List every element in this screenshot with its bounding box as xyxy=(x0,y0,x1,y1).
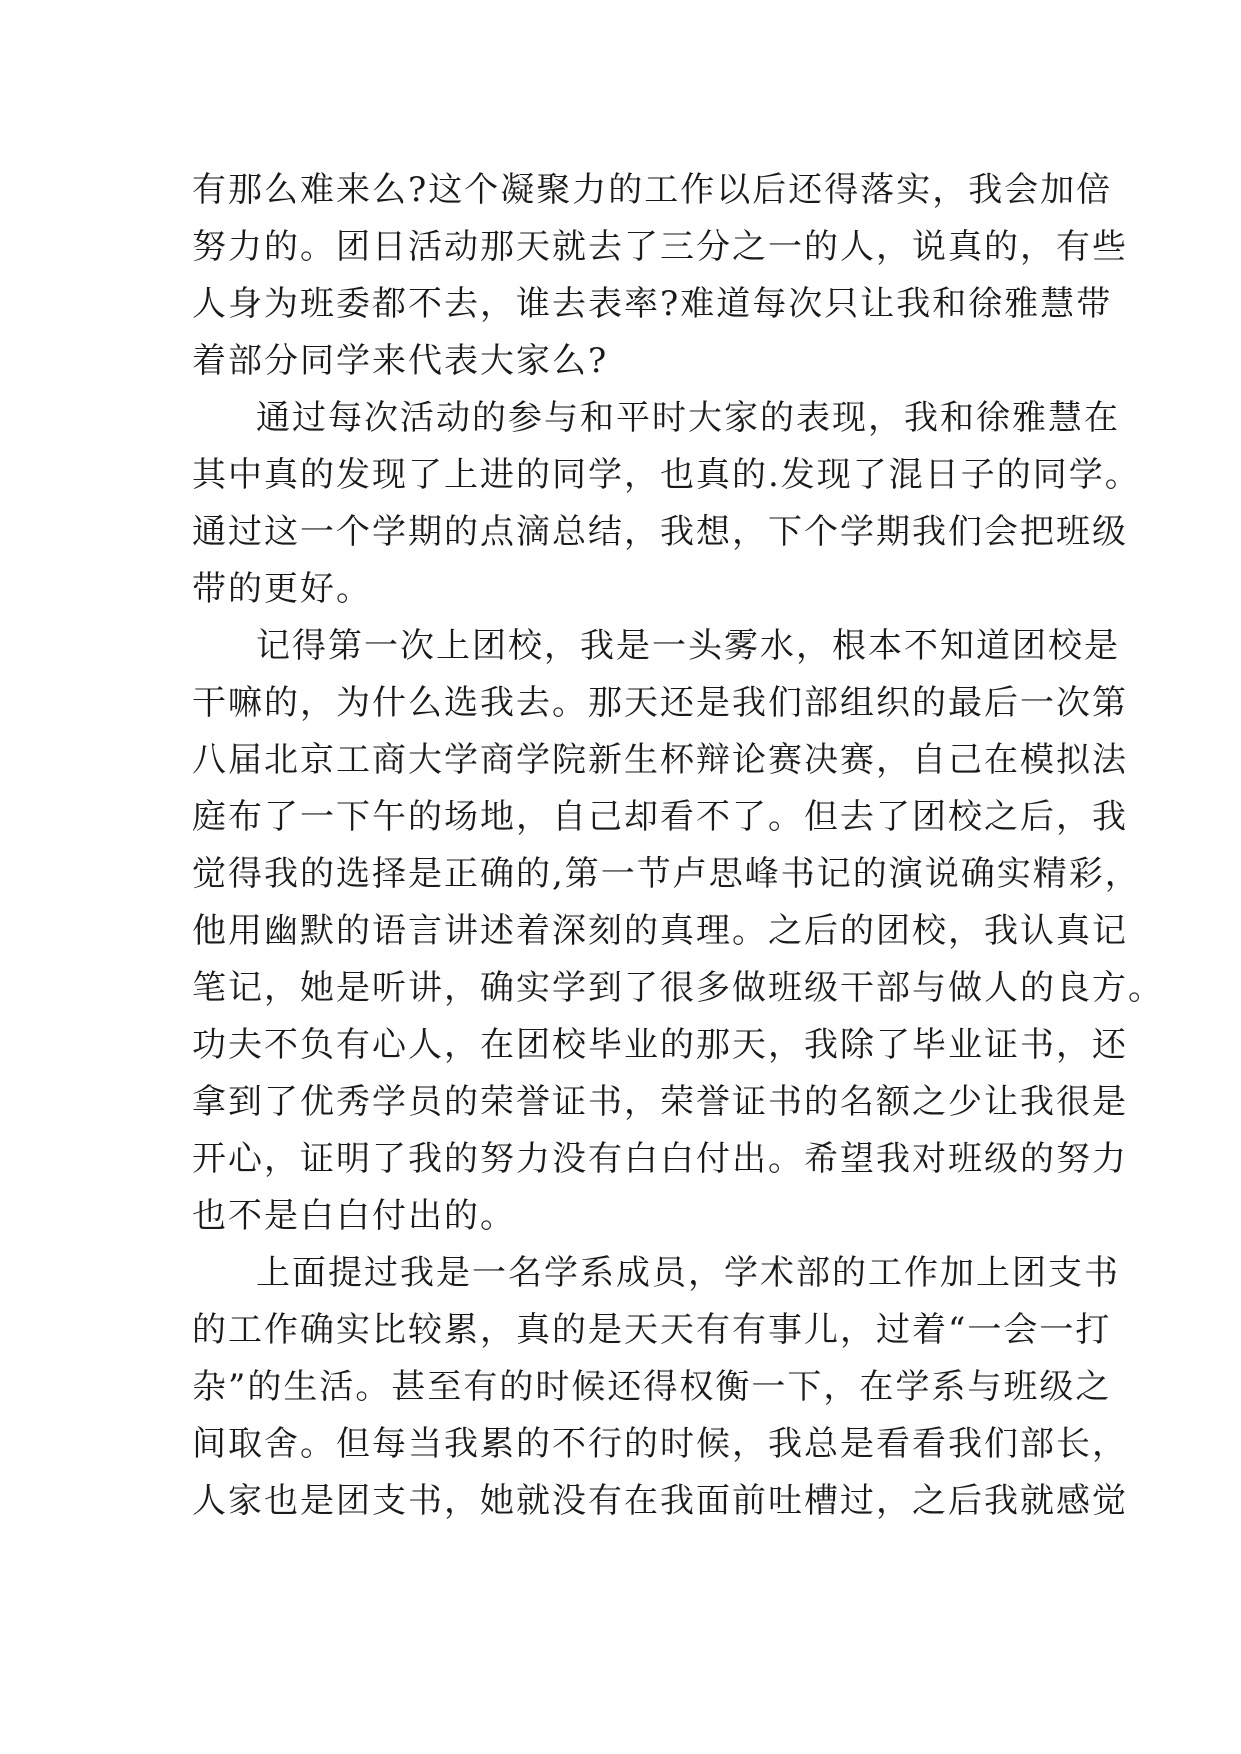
text-line: 人身为班委都不去，谁去表率?难道每次只让我和徐雅慧带 xyxy=(192,284,1113,324)
text-line: 觉得我的选择是正确的,第一节卢思峰书记的演说确实精彩， xyxy=(192,854,1141,894)
text-line: 杂”的生活。甚至有的时候还得权衡一下，在学系与班级之 xyxy=(192,1367,1112,1407)
text-line: 间取舍。但每当我累的不行的时候，我总是看看我们部长， xyxy=(192,1424,1128,1464)
paragraph xyxy=(192,390,1141,618)
text-line: 着部分同学来代表大家么? xyxy=(192,341,609,381)
text-line: 庭布了一下午的场地，自己却看不了。但去了团校之后，我 xyxy=(192,797,1128,837)
text-line: 带的更好。 xyxy=(192,569,372,609)
text-line: 努力的。团日活动那天就去了三分之一的人，说真的，有些 xyxy=(192,227,1128,267)
text-line: 通过每次活动的参与和平时大家的表现，我和徐雅慧在 xyxy=(256,398,1120,438)
text-line: 他用幽默的语言讲述着深刻的真理。之后的团校，我认真记 xyxy=(192,911,1128,951)
document-body xyxy=(192,162,1164,1530)
text-line: 功夫不负有心人，在团校毕业的那天，我除了毕业证书，还 xyxy=(192,1025,1128,1065)
text-line: 通过这一个学期的点滴总结，我想，下个学期我们会把班级 xyxy=(192,512,1128,552)
text-line: 记得第一次上团校，我是一头雾水，根本不知道团校是 xyxy=(256,626,1120,666)
text-line: 其中真的发现了上进的同学，也真的.发现了混日子的同学。 xyxy=(192,455,1141,495)
text-line: 拿到了优秀学员的荣誉证书，荣誉证书的名额之少让我很是 xyxy=(192,1082,1128,1122)
text-line: 上面提过我是一名学系成员，学术部的工作加上团支书 xyxy=(256,1253,1120,1293)
text-line: 笔记，她是听讲，确实学到了很多做班级干部与做人的良方。 xyxy=(192,968,1164,1008)
paragraph xyxy=(192,162,1128,390)
text-line: 八届北京工商大学商学院新生杯辩论赛决赛，自己在模拟法 xyxy=(192,740,1128,780)
text-line: 也不是白白付出的。 xyxy=(192,1196,516,1236)
paragraph xyxy=(192,1245,1128,1530)
paragraph xyxy=(192,618,1164,1245)
text-line: 开心，证明了我的努力没有白白付出。希望我对班级的努力 xyxy=(192,1139,1128,1179)
text-line: 的工作确实比较累，真的是天天有有事儿，过着“一会一打 xyxy=(192,1310,1112,1350)
text-line: 人家也是团支书，她就没有在我面前吐槽过，之后我就感觉 xyxy=(192,1481,1128,1521)
text-line: 有那么难来么?这个凝聚力的工作以后还得落实，我会加倍 xyxy=(192,170,1113,210)
text-line: 干嘛的，为什么选我去。那天还是我们部组织的最后一次第 xyxy=(192,683,1128,723)
